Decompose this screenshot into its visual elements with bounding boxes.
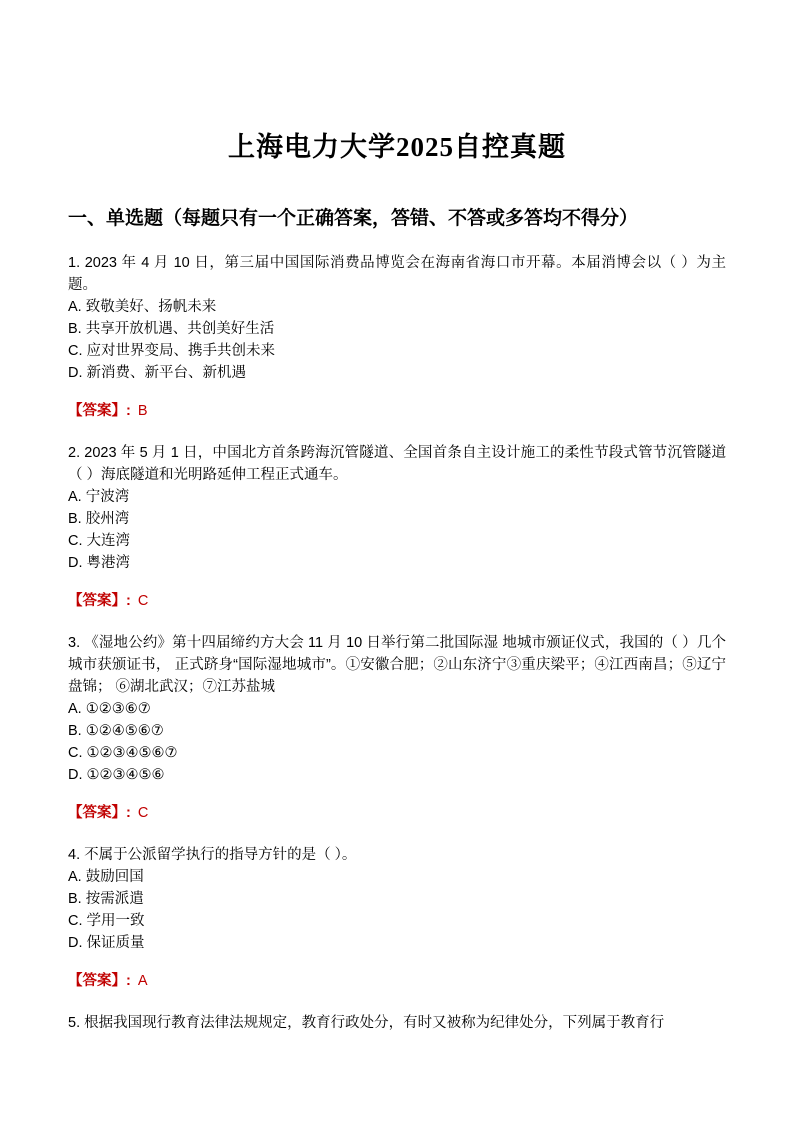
question-2: [68, 442, 726, 574]
answer-value: A: [137, 973, 148, 989]
answer-value: C: [137, 805, 149, 821]
option-d: D. 保证质量: [68, 935, 145, 951]
option-d: D. 新消费、新平台、新机遇: [68, 365, 247, 381]
question-5: [68, 1012, 726, 1034]
page-title: 上海电力大学2025自控真题: [228, 132, 566, 162]
option-b: B. 胶州湾: [68, 511, 130, 527]
question-stem: 1. 2023 年 4 月 10 日，第三届中国国际消费品博览会在海南省海口市开幕。本届消博会以（ ）为主题。: [68, 255, 726, 293]
option-a: A. ①②③⑥⑦: [68, 701, 151, 717]
question-1: [68, 252, 726, 384]
question-stem: 5. 根据我国现行教育法律法规规定，教育行政处分，有时又被称为纪律处分，下列属于教育行: [68, 1015, 665, 1031]
answer-line-3: [68, 802, 726, 824]
question-stem: 2. 2023 年 5 月 1 日，中国北方首条跨海沉管隧道、全国首条自主设计施工的柔性节段式管节沉管隧道（ ）海底隧道和光明路延伸工程正式通车。: [68, 445, 726, 483]
option-c: C. ①②③④⑤⑥⑦: [68, 745, 178, 761]
answer-value: C: [137, 593, 149, 609]
answer-label: 【答案】:: [68, 973, 131, 989]
option-a: A. 鼓励回国: [68, 869, 144, 885]
answer-value: B: [137, 403, 148, 419]
option-d: D. 粤港湾: [68, 555, 131, 571]
section-heading: 一、单选题（每题只有一个正确答案，答错、不答或多答均不得分）: [68, 208, 639, 229]
option-a: A. 宁波湾: [68, 489, 130, 505]
answer-label: 【答案】:: [68, 403, 131, 419]
option-c: C. 学用一致: [68, 913, 145, 929]
option-b: B. ①②④⑤⑥⑦: [68, 723, 164, 739]
option-d: D. ①②③④⑤⑥: [68, 767, 165, 783]
answer-line-1: [68, 400, 726, 422]
option-c: C. 应对世界变局、携手共创未来: [68, 343, 276, 359]
option-c: C. 大连湾: [68, 533, 131, 549]
answer-label: 【答案】:: [68, 805, 131, 821]
answer-line-2: [68, 590, 726, 612]
question-stem: 4. 不属于公派留学执行的指导方针的是（ ）。: [68, 847, 357, 863]
option-a: A. 致敬美好、扬帆未来: [68, 299, 217, 315]
option-b: B. 共享开放机遇、共创美好生活: [68, 321, 275, 337]
option-b: B. 按需派遣: [68, 891, 144, 907]
question-stem: 3. 《湿地公约》第十四届缔约方大会 11 月 10 日举行第二批国际湿 地城市颁证仪式，我国的（ ）几个城市获颁证书， 正式跻身“国际湿地城市”。①安徽合肥；②山东济宁③重庆梁平；④江西南昌；⑤辽宁盘锦； ⑥湖北武汉；⑦江苏盐城: [68, 635, 726, 695]
question-3: [68, 632, 726, 786]
answer-label: 【答案】:: [68, 593, 131, 609]
question-4: [68, 844, 726, 954]
answer-line-4: [68, 970, 726, 992]
